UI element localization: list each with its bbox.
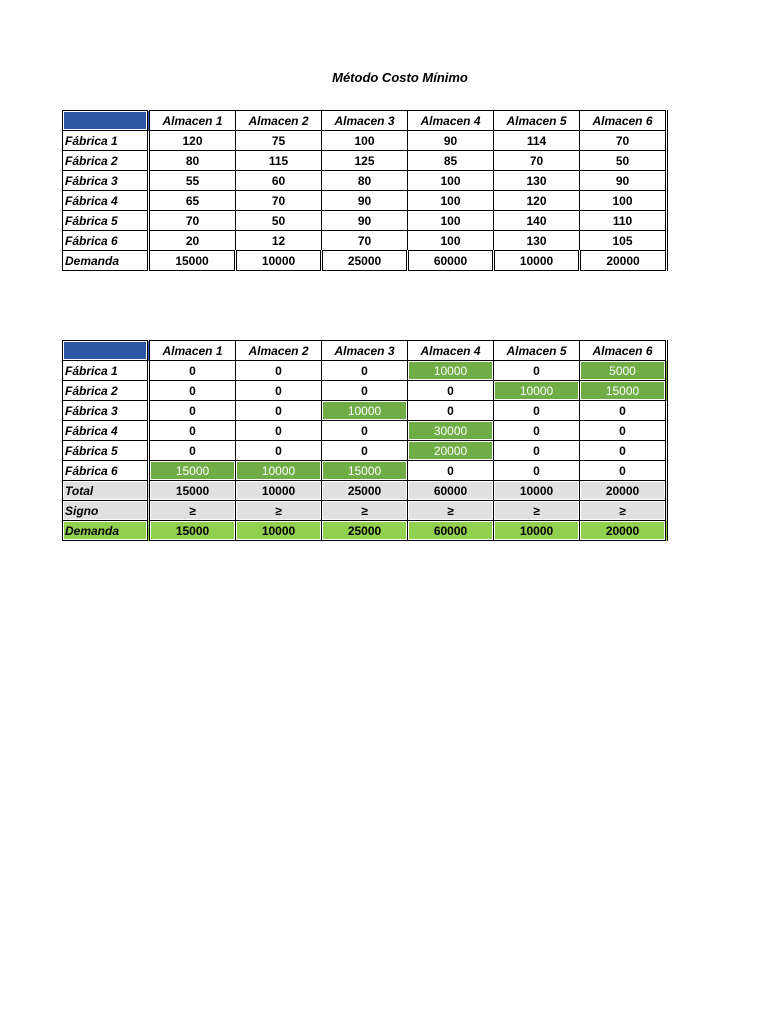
row-label: Fábrica 3 xyxy=(63,171,149,191)
row-label: Total xyxy=(63,481,149,501)
allocation-cell: 0 xyxy=(408,401,494,421)
header-corner-cell xyxy=(63,341,149,361)
cost-cell: 85 xyxy=(408,151,494,171)
total-cell: 15000 xyxy=(149,481,236,501)
total-cell: 60000 xyxy=(408,481,494,501)
demand-cell: 15000 xyxy=(149,521,236,541)
demand-cell: 10000 xyxy=(236,521,322,541)
cost-cell: 20 xyxy=(149,231,236,251)
allocation-cell: 30000 xyxy=(408,421,494,441)
page-title: Método Costo Mínimo xyxy=(332,70,468,85)
column-header: Almacen 3 xyxy=(322,341,408,361)
cost-cell: 70 xyxy=(494,151,580,171)
factory-row xyxy=(63,361,667,381)
allocation-cell: 0 xyxy=(580,441,667,461)
allocation-cell: 0 xyxy=(494,461,580,481)
allocation-cell: 10000 xyxy=(236,461,322,481)
factory-row xyxy=(63,231,667,251)
cost-cell: 130 xyxy=(494,171,580,191)
cost-cell: 105 xyxy=(580,231,667,251)
allocation-cell: 0 xyxy=(408,461,494,481)
allocation-cell: 0 xyxy=(149,401,236,421)
cost-table xyxy=(62,110,668,271)
demand-cell: 60000 xyxy=(408,521,494,541)
cost-cell: 70 xyxy=(580,131,667,151)
factory-row xyxy=(63,131,667,151)
cost-cell: 90 xyxy=(408,131,494,151)
demand-row xyxy=(63,521,667,541)
header-corner-cell xyxy=(63,111,149,131)
total-cell: 10000 xyxy=(494,481,580,501)
allocation-cell: 10000 xyxy=(494,381,580,401)
cost-cell: 70 xyxy=(236,191,322,211)
row-label: Fábrica 4 xyxy=(63,421,149,441)
allocation-cell: 5000 xyxy=(580,361,667,381)
demand-cell: 20000 xyxy=(580,521,667,541)
allocation-cell: 0 xyxy=(322,441,408,461)
cost-cell: 100 xyxy=(408,211,494,231)
cost-cell: 120 xyxy=(494,191,580,211)
cost-cell: 60 xyxy=(236,171,322,191)
row-label: Fábrica 1 xyxy=(63,361,149,381)
cost-cell: 100 xyxy=(408,231,494,251)
allocation-cell: 0 xyxy=(494,441,580,461)
header-row xyxy=(63,111,667,131)
demand-cell: 25000 xyxy=(322,251,408,271)
demand-cell: 25000 xyxy=(322,521,408,541)
allocation-cell: 0 xyxy=(580,421,667,441)
row-label: Fábrica 5 xyxy=(63,211,149,231)
cost-cell: 55 xyxy=(149,171,236,191)
cost-cell: 120 xyxy=(149,131,236,151)
allocation-cell: 20000 xyxy=(408,441,494,461)
demand-cell: 10000 xyxy=(494,521,580,541)
allocation-cell: 0 xyxy=(580,461,667,481)
row-label: Fábrica 1 xyxy=(63,131,149,151)
sign-cell: ≥ xyxy=(580,501,667,521)
factory-row xyxy=(63,191,667,211)
demand-cell: 15000 xyxy=(149,251,236,271)
total-cell: 25000 xyxy=(322,481,408,501)
cost-cell: 115 xyxy=(236,151,322,171)
factory-row xyxy=(63,461,667,481)
factory-row xyxy=(63,381,667,401)
row-label: Fábrica 6 xyxy=(63,231,149,251)
allocation-table xyxy=(62,340,668,541)
allocation-cell: 0 xyxy=(322,361,408,381)
demand-row xyxy=(63,251,667,271)
demand-cell: 60000 xyxy=(408,251,494,271)
allocation-cell: 0 xyxy=(494,361,580,381)
allocation-cell: 0 xyxy=(236,421,322,441)
column-header: Almacen 6 xyxy=(580,341,667,361)
row-label: Fábrica 4 xyxy=(63,191,149,211)
column-header: Almacen 1 xyxy=(149,111,236,131)
cost-cell: 100 xyxy=(408,171,494,191)
row-label: Demanda xyxy=(63,521,149,541)
header-row xyxy=(63,341,667,361)
row-label: Fábrica 2 xyxy=(63,151,149,171)
sign-cell: ≥ xyxy=(236,501,322,521)
allocation-cell: 0 xyxy=(494,421,580,441)
factory-row xyxy=(63,421,667,441)
column-header: Almacen 6 xyxy=(580,111,667,131)
allocation-cell: 0 xyxy=(149,421,236,441)
allocation-cell: 0 xyxy=(494,401,580,421)
row-label: Fábrica 2 xyxy=(63,381,149,401)
column-header: Almacen 3 xyxy=(322,111,408,131)
cost-cell: 70 xyxy=(149,211,236,231)
allocation-cell: 15000 xyxy=(580,381,667,401)
allocation-cell: 15000 xyxy=(322,461,408,481)
row-label: Signo xyxy=(63,501,149,521)
cost-cell: 100 xyxy=(322,131,408,151)
allocation-cell: 0 xyxy=(408,381,494,401)
allocation-cell: 10000 xyxy=(322,401,408,421)
cost-cell: 90 xyxy=(322,191,408,211)
allocation-cell: 0 xyxy=(149,361,236,381)
cost-cell: 80 xyxy=(149,151,236,171)
factory-row xyxy=(63,211,667,231)
cost-cell: 130 xyxy=(494,231,580,251)
factory-row xyxy=(63,151,667,171)
allocation-cell: 0 xyxy=(580,401,667,421)
cost-cell: 65 xyxy=(149,191,236,211)
factory-row xyxy=(63,171,667,191)
total-row xyxy=(63,481,667,501)
demand-cell: 10000 xyxy=(494,251,580,271)
allocation-cell: 0 xyxy=(322,381,408,401)
column-header: Almacen 1 xyxy=(149,341,236,361)
column-header: Almacen 4 xyxy=(408,341,494,361)
column-header: Almacen 2 xyxy=(236,341,322,361)
row-label: Fábrica 3 xyxy=(63,401,149,421)
cost-cell: 50 xyxy=(580,151,667,171)
cost-cell: 125 xyxy=(322,151,408,171)
cost-cell: 90 xyxy=(580,171,667,191)
sign-cell: ≥ xyxy=(408,501,494,521)
cost-cell: 80 xyxy=(322,171,408,191)
column-header: Almacen 4 xyxy=(408,111,494,131)
row-label: Fábrica 6 xyxy=(63,461,149,481)
cost-cell: 75 xyxy=(236,131,322,151)
allocation-cell: 10000 xyxy=(408,361,494,381)
sign-cell: ≥ xyxy=(494,501,580,521)
cost-cell: 12 xyxy=(236,231,322,251)
row-label: Fábrica 5 xyxy=(63,441,149,461)
allocation-cell: 0 xyxy=(322,421,408,441)
cost-cell: 90 xyxy=(322,211,408,231)
cost-cell: 100 xyxy=(580,191,667,211)
factory-row xyxy=(63,441,667,461)
cost-cell: 50 xyxy=(236,211,322,231)
row-label: Demanda xyxy=(63,251,149,271)
sign-cell: ≥ xyxy=(322,501,408,521)
demand-cell: 10000 xyxy=(236,251,322,271)
total-cell: 20000 xyxy=(580,481,667,501)
allocation-cell: 0 xyxy=(236,441,322,461)
cost-cell: 140 xyxy=(494,211,580,231)
allocation-cell: 15000 xyxy=(149,461,236,481)
cost-cell: 114 xyxy=(494,131,580,151)
sign-row xyxy=(63,501,667,521)
cost-cell: 110 xyxy=(580,211,667,231)
allocation-cell: 0 xyxy=(236,401,322,421)
demand-cell: 20000 xyxy=(580,251,667,271)
factory-row xyxy=(63,401,667,421)
allocation-cell: 0 xyxy=(236,381,322,401)
total-cell: 10000 xyxy=(236,481,322,501)
column-header: Almacen 2 xyxy=(236,111,322,131)
column-header: Almacen 5 xyxy=(494,111,580,131)
sign-cell: ≥ xyxy=(149,501,236,521)
cost-cell: 70 xyxy=(322,231,408,251)
allocation-cell: 0 xyxy=(149,441,236,461)
allocation-cell: 0 xyxy=(236,361,322,381)
cost-cell: 100 xyxy=(408,191,494,211)
allocation-cell: 0 xyxy=(149,381,236,401)
column-header: Almacen 5 xyxy=(494,341,580,361)
